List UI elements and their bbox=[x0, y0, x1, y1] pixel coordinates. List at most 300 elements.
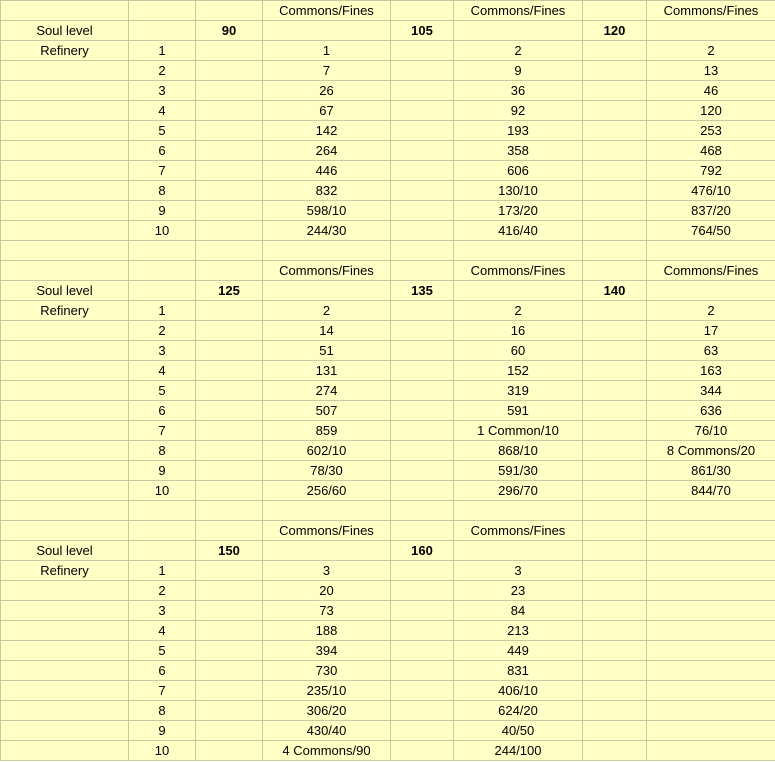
empty-cell[interactable] bbox=[196, 681, 263, 701]
empty-cell[interactable] bbox=[196, 381, 263, 401]
refinery-level[interactable]: 5 bbox=[129, 641, 196, 661]
empty-cell[interactable] bbox=[1, 581, 129, 601]
empty-cell[interactable] bbox=[391, 561, 454, 581]
empty-cell[interactable] bbox=[391, 581, 454, 601]
cost-value[interactable]: 2 bbox=[454, 41, 583, 61]
empty-cell[interactable] bbox=[391, 501, 454, 521]
empty-cell[interactable] bbox=[583, 1, 647, 21]
empty-cell[interactable] bbox=[129, 241, 196, 261]
refinery-level[interactable]: 3 bbox=[129, 341, 196, 361]
empty-cell[interactable] bbox=[583, 381, 647, 401]
empty-cell[interactable] bbox=[647, 601, 775, 621]
cost-value[interactable]: 430/40 bbox=[263, 721, 391, 741]
empty-cell[interactable] bbox=[391, 181, 454, 201]
empty-cell[interactable] bbox=[583, 621, 647, 641]
empty-cell[interactable] bbox=[196, 241, 263, 261]
cost-value[interactable]: 235/10 bbox=[263, 681, 391, 701]
empty-cell[interactable] bbox=[647, 741, 775, 761]
empty-cell[interactable] bbox=[583, 241, 647, 261]
empty-cell[interactable] bbox=[647, 721, 775, 741]
empty-cell[interactable] bbox=[583, 461, 647, 481]
empty-cell[interactable] bbox=[391, 321, 454, 341]
cost-value[interactable]: 2 bbox=[454, 301, 583, 321]
refinery-level[interactable]: 5 bbox=[129, 381, 196, 401]
cost-value[interactable]: 468 bbox=[647, 141, 775, 161]
empty-cell[interactable] bbox=[391, 121, 454, 141]
refinery-level[interactable]: 1 bbox=[129, 561, 196, 581]
empty-cell[interactable] bbox=[583, 501, 647, 521]
refinery-label[interactable]: Refinery bbox=[1, 561, 129, 581]
soul-level-value[interactable]: 90 bbox=[196, 21, 263, 41]
empty-cell[interactable] bbox=[583, 741, 647, 761]
empty-cell[interactable] bbox=[1, 61, 129, 81]
cost-value[interactable]: 1 bbox=[263, 41, 391, 61]
empty-cell[interactable] bbox=[1, 681, 129, 701]
empty-cell[interactable] bbox=[583, 401, 647, 421]
empty-cell[interactable] bbox=[583, 361, 647, 381]
cost-value[interactable]: 792 bbox=[647, 161, 775, 181]
cost-value[interactable]: 606 bbox=[454, 161, 583, 181]
empty-cell[interactable] bbox=[647, 241, 775, 261]
soul-level-value[interactable]: 120 bbox=[583, 21, 647, 41]
empty-cell[interactable] bbox=[647, 581, 775, 601]
empty-cell[interactable] bbox=[583, 601, 647, 621]
empty-cell[interactable] bbox=[1, 721, 129, 741]
cost-value[interactable]: 120 bbox=[647, 101, 775, 121]
empty-cell[interactable] bbox=[1, 201, 129, 221]
cost-value[interactable]: 416/40 bbox=[454, 221, 583, 241]
empty-cell[interactable] bbox=[196, 601, 263, 621]
empty-cell[interactable] bbox=[196, 221, 263, 241]
empty-cell[interactable] bbox=[391, 661, 454, 681]
refinery-level[interactable]: 1 bbox=[129, 41, 196, 61]
empty-cell[interactable] bbox=[647, 701, 775, 721]
empty-cell[interactable] bbox=[196, 361, 263, 381]
empty-cell[interactable] bbox=[391, 341, 454, 361]
cost-value[interactable]: 92 bbox=[454, 101, 583, 121]
cost-value[interactable]: 40/50 bbox=[454, 721, 583, 741]
column-header[interactable]: Commons/Fines bbox=[454, 261, 583, 281]
cost-value[interactable]: 591 bbox=[454, 401, 583, 421]
refinery-level[interactable]: 6 bbox=[129, 141, 196, 161]
empty-cell[interactable] bbox=[391, 441, 454, 461]
empty-cell[interactable] bbox=[391, 401, 454, 421]
cost-value[interactable]: 2 bbox=[647, 301, 775, 321]
empty-cell[interactable] bbox=[263, 281, 391, 301]
cost-value[interactable]: 78/30 bbox=[263, 461, 391, 481]
cost-value[interactable]: 868/10 bbox=[454, 441, 583, 461]
cost-value[interactable]: 244/30 bbox=[263, 221, 391, 241]
empty-cell[interactable] bbox=[196, 641, 263, 661]
cost-value[interactable]: 730 bbox=[263, 661, 391, 681]
cost-value[interactable]: 46 bbox=[647, 81, 775, 101]
empty-cell[interactable] bbox=[391, 241, 454, 261]
refinery-level[interactable]: 4 bbox=[129, 361, 196, 381]
cost-value[interactable]: 20 bbox=[263, 581, 391, 601]
cost-value[interactable]: 256/60 bbox=[263, 481, 391, 501]
empty-cell[interactable] bbox=[583, 341, 647, 361]
empty-cell[interactable] bbox=[196, 621, 263, 641]
empty-cell[interactable] bbox=[1, 641, 129, 661]
empty-cell[interactable] bbox=[391, 481, 454, 501]
column-header[interactable]: Commons/Fines bbox=[263, 1, 391, 21]
empty-cell[interactable] bbox=[454, 541, 583, 561]
empty-cell[interactable] bbox=[391, 41, 454, 61]
cost-value[interactable]: 764/50 bbox=[647, 221, 775, 241]
empty-cell[interactable] bbox=[196, 561, 263, 581]
empty-cell[interactable] bbox=[1, 181, 129, 201]
empty-cell[interactable] bbox=[196, 101, 263, 121]
empty-cell[interactable] bbox=[583, 141, 647, 161]
cost-value[interactable]: 406/10 bbox=[454, 681, 583, 701]
empty-cell[interactable] bbox=[583, 321, 647, 341]
cost-value[interactable]: 163 bbox=[647, 361, 775, 381]
empty-cell[interactable] bbox=[196, 301, 263, 321]
empty-cell[interactable] bbox=[196, 321, 263, 341]
cost-value[interactable]: 394 bbox=[263, 641, 391, 661]
empty-cell[interactable] bbox=[196, 41, 263, 61]
empty-cell[interactable] bbox=[391, 101, 454, 121]
soul-level-label[interactable]: Soul level bbox=[1, 281, 129, 301]
cost-value[interactable]: 36 bbox=[454, 81, 583, 101]
empty-cell[interactable] bbox=[583, 121, 647, 141]
empty-cell[interactable] bbox=[647, 541, 775, 561]
empty-cell[interactable] bbox=[454, 501, 583, 521]
cost-value[interactable]: 26 bbox=[263, 81, 391, 101]
cost-value[interactable]: 1 Common/10 bbox=[454, 421, 583, 441]
cost-value[interactable]: 2 bbox=[647, 41, 775, 61]
cost-value[interactable]: 14 bbox=[263, 321, 391, 341]
empty-cell[interactable] bbox=[583, 101, 647, 121]
refinery-level[interactable]: 2 bbox=[129, 61, 196, 81]
empty-cell[interactable] bbox=[647, 641, 775, 661]
empty-cell[interactable] bbox=[391, 1, 454, 21]
empty-cell[interactable] bbox=[263, 241, 391, 261]
cost-value[interactable]: 274 bbox=[263, 381, 391, 401]
cost-value[interactable]: 446 bbox=[263, 161, 391, 181]
empty-cell[interactable] bbox=[263, 541, 391, 561]
empty-cell[interactable] bbox=[391, 361, 454, 381]
refinery-level[interactable]: 3 bbox=[129, 81, 196, 101]
refinery-level[interactable]: 2 bbox=[129, 581, 196, 601]
cost-value[interactable]: 296/70 bbox=[454, 481, 583, 501]
empty-cell[interactable] bbox=[196, 141, 263, 161]
empty-cell[interactable] bbox=[196, 701, 263, 721]
refinery-level[interactable]: 9 bbox=[129, 721, 196, 741]
empty-cell[interactable] bbox=[196, 421, 263, 441]
empty-cell[interactable] bbox=[1, 401, 129, 421]
cost-value[interactable]: 16 bbox=[454, 321, 583, 341]
cost-value[interactable]: 7 bbox=[263, 61, 391, 81]
empty-cell[interactable] bbox=[263, 501, 391, 521]
cost-value[interactable]: 131 bbox=[263, 361, 391, 381]
empty-cell[interactable] bbox=[583, 701, 647, 721]
refinery-level[interactable]: 8 bbox=[129, 181, 196, 201]
empty-cell[interactable] bbox=[583, 81, 647, 101]
refinery-level[interactable]: 10 bbox=[129, 481, 196, 501]
cost-value[interactable]: 60 bbox=[454, 341, 583, 361]
empty-cell[interactable] bbox=[196, 521, 263, 541]
empty-cell[interactable] bbox=[1, 461, 129, 481]
empty-cell[interactable] bbox=[583, 261, 647, 281]
empty-cell[interactable] bbox=[1, 221, 129, 241]
cost-value[interactable]: 832 bbox=[263, 181, 391, 201]
empty-cell[interactable] bbox=[647, 521, 775, 541]
cost-value[interactable]: 63 bbox=[647, 341, 775, 361]
empty-cell[interactable] bbox=[196, 581, 263, 601]
cost-value[interactable]: 598/10 bbox=[263, 201, 391, 221]
empty-cell[interactable] bbox=[583, 201, 647, 221]
empty-cell[interactable] bbox=[196, 261, 263, 281]
empty-cell[interactable] bbox=[583, 541, 647, 561]
empty-cell[interactable] bbox=[391, 61, 454, 81]
empty-cell[interactable] bbox=[1, 1, 129, 21]
empty-cell[interactable] bbox=[583, 61, 647, 81]
cost-value[interactable]: 213 bbox=[454, 621, 583, 641]
cost-value[interactable]: 861/30 bbox=[647, 461, 775, 481]
empty-cell[interactable] bbox=[647, 621, 775, 641]
cost-value[interactable]: 306/20 bbox=[263, 701, 391, 721]
empty-cell[interactable] bbox=[1, 361, 129, 381]
empty-cell[interactable] bbox=[647, 21, 775, 41]
refinery-level[interactable]: 8 bbox=[129, 701, 196, 721]
refinery-level[interactable]: 9 bbox=[129, 461, 196, 481]
cost-value[interactable]: 624/20 bbox=[454, 701, 583, 721]
cost-value[interactable]: 142 bbox=[263, 121, 391, 141]
empty-cell[interactable] bbox=[583, 721, 647, 741]
cost-value[interactable]: 193 bbox=[454, 121, 583, 141]
cost-value[interactable]: 591/30 bbox=[454, 461, 583, 481]
soul-level-value[interactable]: 125 bbox=[196, 281, 263, 301]
refinery-level[interactable]: 5 bbox=[129, 121, 196, 141]
empty-cell[interactable] bbox=[391, 81, 454, 101]
refinery-level[interactable]: 7 bbox=[129, 421, 196, 441]
empty-cell[interactable] bbox=[1, 321, 129, 341]
empty-cell[interactable] bbox=[583, 441, 647, 461]
empty-cell[interactable] bbox=[196, 401, 263, 421]
refinery-level[interactable]: 7 bbox=[129, 681, 196, 701]
empty-cell[interactable] bbox=[1, 621, 129, 641]
soul-level-value[interactable]: 135 bbox=[391, 281, 454, 301]
empty-cell[interactable] bbox=[583, 301, 647, 321]
column-header[interactable]: Commons/Fines bbox=[454, 1, 583, 21]
refinery-level[interactable]: 6 bbox=[129, 661, 196, 681]
refinery-level[interactable]: 7 bbox=[129, 161, 196, 181]
empty-cell[interactable] bbox=[391, 381, 454, 401]
empty-cell[interactable] bbox=[196, 741, 263, 761]
empty-cell[interactable] bbox=[1, 141, 129, 161]
cost-value[interactable]: 73 bbox=[263, 601, 391, 621]
refinery-label[interactable]: Refinery bbox=[1, 301, 129, 321]
empty-cell[interactable] bbox=[129, 261, 196, 281]
empty-cell[interactable] bbox=[454, 21, 583, 41]
soul-level-value[interactable]: 140 bbox=[583, 281, 647, 301]
empty-cell[interactable] bbox=[391, 721, 454, 741]
empty-cell[interactable] bbox=[391, 681, 454, 701]
column-header[interactable]: Commons/Fines bbox=[647, 261, 775, 281]
cost-value[interactable]: 344 bbox=[647, 381, 775, 401]
empty-cell[interactable] bbox=[196, 661, 263, 681]
cost-value[interactable]: 9 bbox=[454, 61, 583, 81]
empty-cell[interactable] bbox=[1, 521, 129, 541]
cost-value[interactable]: 2 bbox=[263, 301, 391, 321]
refinery-level[interactable]: 8 bbox=[129, 441, 196, 461]
cost-value[interactable]: 831 bbox=[454, 661, 583, 681]
refinery-level[interactable]: 6 bbox=[129, 401, 196, 421]
refinery-level[interactable]: 4 bbox=[129, 621, 196, 641]
empty-cell[interactable] bbox=[391, 301, 454, 321]
empty-cell[interactable] bbox=[129, 21, 196, 41]
refinery-level[interactable]: 10 bbox=[129, 221, 196, 241]
empty-cell[interactable] bbox=[196, 481, 263, 501]
refinery-label[interactable]: Refinery bbox=[1, 41, 129, 61]
empty-cell[interactable] bbox=[583, 661, 647, 681]
empty-cell[interactable] bbox=[1, 441, 129, 461]
empty-cell[interactable] bbox=[196, 61, 263, 81]
empty-cell[interactable] bbox=[647, 681, 775, 701]
empty-cell[interactable] bbox=[391, 641, 454, 661]
empty-cell[interactable] bbox=[583, 221, 647, 241]
empty-cell[interactable] bbox=[583, 561, 647, 581]
empty-cell[interactable] bbox=[391, 221, 454, 241]
empty-cell[interactable] bbox=[1, 421, 129, 441]
column-header[interactable]: Commons/Fines bbox=[454, 521, 583, 541]
cost-value[interactable]: 8 Commons/20 bbox=[647, 441, 775, 461]
empty-cell[interactable] bbox=[391, 201, 454, 221]
empty-cell[interactable] bbox=[391, 621, 454, 641]
empty-cell[interactable] bbox=[391, 141, 454, 161]
empty-cell[interactable] bbox=[583, 161, 647, 181]
empty-cell[interactable] bbox=[129, 281, 196, 301]
empty-cell[interactable] bbox=[196, 1, 263, 21]
cost-value[interactable]: 67 bbox=[263, 101, 391, 121]
soul-level-label[interactable]: Soul level bbox=[1, 541, 129, 561]
empty-cell[interactable] bbox=[647, 561, 775, 581]
empty-cell[interactable] bbox=[647, 501, 775, 521]
cost-value[interactable]: 4 Commons/90 bbox=[263, 741, 391, 761]
cost-value[interactable]: 253 bbox=[647, 121, 775, 141]
empty-cell[interactable] bbox=[647, 661, 775, 681]
cost-value[interactable]: 837/20 bbox=[647, 201, 775, 221]
empty-cell[interactable] bbox=[1, 701, 129, 721]
empty-cell[interactable] bbox=[1, 601, 129, 621]
cost-value[interactable]: 319 bbox=[454, 381, 583, 401]
empty-cell[interactable] bbox=[583, 681, 647, 701]
empty-cell[interactable] bbox=[1, 481, 129, 501]
empty-cell[interactable] bbox=[391, 261, 454, 281]
empty-cell[interactable] bbox=[1, 101, 129, 121]
empty-cell[interactable] bbox=[647, 281, 775, 301]
empty-cell[interactable] bbox=[391, 161, 454, 181]
empty-cell[interactable] bbox=[583, 181, 647, 201]
empty-cell[interactable] bbox=[1, 741, 129, 761]
cost-value[interactable]: 13 bbox=[647, 61, 775, 81]
empty-cell[interactable] bbox=[129, 1, 196, 21]
empty-cell[interactable] bbox=[129, 521, 196, 541]
empty-cell[interactable] bbox=[1, 81, 129, 101]
cost-value[interactable]: 264 bbox=[263, 141, 391, 161]
empty-cell[interactable] bbox=[129, 541, 196, 561]
empty-cell[interactable] bbox=[454, 281, 583, 301]
empty-cell[interactable] bbox=[196, 201, 263, 221]
column-header[interactable]: Commons/Fines bbox=[263, 521, 391, 541]
refinery-level[interactable]: 10 bbox=[129, 741, 196, 761]
cost-value[interactable]: 602/10 bbox=[263, 441, 391, 461]
refinery-level[interactable]: 1 bbox=[129, 301, 196, 321]
cost-value[interactable]: 636 bbox=[647, 401, 775, 421]
empty-cell[interactable] bbox=[391, 461, 454, 481]
cost-value[interactable]: 188 bbox=[263, 621, 391, 641]
cost-value[interactable]: 358 bbox=[454, 141, 583, 161]
cost-value[interactable]: 51 bbox=[263, 341, 391, 361]
empty-cell[interactable] bbox=[263, 21, 391, 41]
empty-cell[interactable] bbox=[583, 641, 647, 661]
empty-cell[interactable] bbox=[196, 441, 263, 461]
empty-cell[interactable] bbox=[391, 421, 454, 441]
soul-level-value[interactable]: 160 bbox=[391, 541, 454, 561]
empty-cell[interactable] bbox=[391, 601, 454, 621]
soul-level-value[interactable]: 105 bbox=[391, 21, 454, 41]
empty-cell[interactable] bbox=[391, 741, 454, 761]
empty-cell[interactable] bbox=[583, 421, 647, 441]
cost-value[interactable]: 23 bbox=[454, 581, 583, 601]
empty-cell[interactable] bbox=[454, 241, 583, 261]
soul-level-value[interactable]: 150 bbox=[196, 541, 263, 561]
empty-cell[interactable] bbox=[1, 501, 129, 521]
refinery-level[interactable]: 2 bbox=[129, 321, 196, 341]
empty-cell[interactable] bbox=[196, 461, 263, 481]
empty-cell[interactable] bbox=[196, 181, 263, 201]
soul-level-label[interactable]: Soul level bbox=[1, 21, 129, 41]
refinery-level[interactable]: 3 bbox=[129, 601, 196, 621]
empty-cell[interactable] bbox=[1, 261, 129, 281]
empty-cell[interactable] bbox=[196, 501, 263, 521]
empty-cell[interactable] bbox=[196, 161, 263, 181]
empty-cell[interactable] bbox=[1, 661, 129, 681]
empty-cell[interactable] bbox=[1, 121, 129, 141]
cost-value[interactable]: 130/10 bbox=[454, 181, 583, 201]
cost-value[interactable]: 844/70 bbox=[647, 481, 775, 501]
cost-value[interactable]: 152 bbox=[454, 361, 583, 381]
empty-cell[interactable] bbox=[196, 81, 263, 101]
cost-value[interactable]: 449 bbox=[454, 641, 583, 661]
refinery-level[interactable]: 9 bbox=[129, 201, 196, 221]
empty-cell[interactable] bbox=[583, 41, 647, 61]
empty-cell[interactable] bbox=[1, 381, 129, 401]
empty-cell[interactable] bbox=[129, 501, 196, 521]
column-header[interactable]: Commons/Fines bbox=[263, 261, 391, 281]
empty-cell[interactable] bbox=[391, 701, 454, 721]
cost-value[interactable]: 476/10 bbox=[647, 181, 775, 201]
empty-cell[interactable] bbox=[583, 581, 647, 601]
empty-cell[interactable] bbox=[196, 341, 263, 361]
refinery-level[interactable]: 4 bbox=[129, 101, 196, 121]
empty-cell[interactable] bbox=[1, 241, 129, 261]
empty-cell[interactable] bbox=[1, 161, 129, 181]
cost-value[interactable]: 17 bbox=[647, 321, 775, 341]
cost-value[interactable]: 3 bbox=[454, 561, 583, 581]
cost-value[interactable]: 244/100 bbox=[454, 741, 583, 761]
empty-cell[interactable] bbox=[196, 121, 263, 141]
empty-cell[interactable] bbox=[196, 721, 263, 741]
cost-value[interactable]: 84 bbox=[454, 601, 583, 621]
cost-value[interactable]: 76/10 bbox=[647, 421, 775, 441]
cost-value[interactable]: 859 bbox=[263, 421, 391, 441]
cost-value[interactable]: 507 bbox=[263, 401, 391, 421]
cost-value[interactable]: 173/20 bbox=[454, 201, 583, 221]
cost-value[interactable]: 3 bbox=[263, 561, 391, 581]
empty-cell[interactable] bbox=[583, 521, 647, 541]
